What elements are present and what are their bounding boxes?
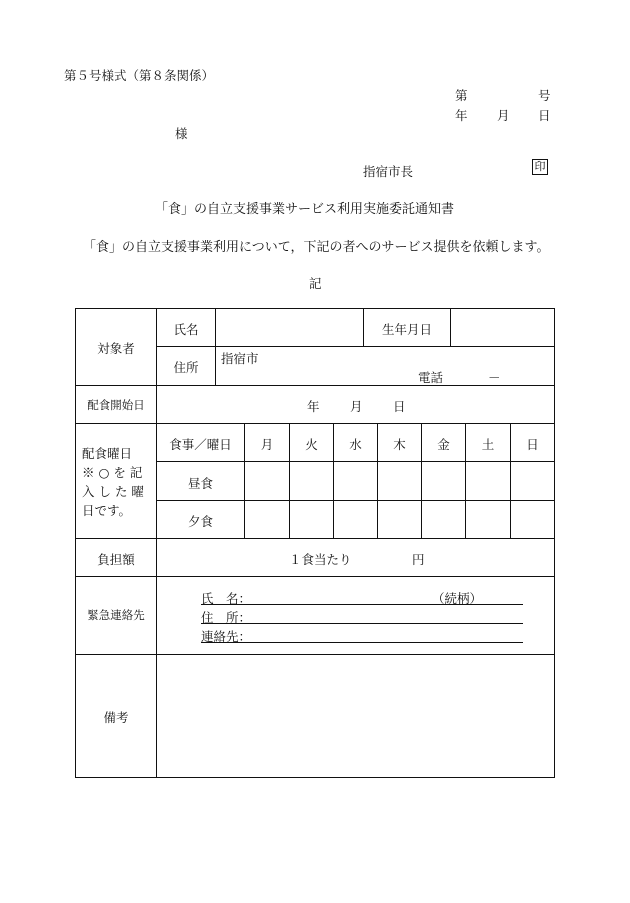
days-label-line2: ※ ○ を 記 xyxy=(82,465,143,480)
header-no-suffix: 号 xyxy=(538,88,551,103)
remarks-label: 備考 xyxy=(103,710,129,725)
weekday-sat: 土 xyxy=(481,437,495,452)
header-day: 日 xyxy=(538,108,551,123)
recipient-suffix: 様 xyxy=(175,126,188,141)
name-field[interactable] xyxy=(216,309,363,346)
yen-label: 円 xyxy=(412,552,425,567)
emergency-contact-label: 連絡先： xyxy=(201,629,252,644)
days-label-line1: 配食曜日 xyxy=(82,446,133,461)
header-year: 年 xyxy=(455,108,468,123)
days-label xyxy=(82,444,144,520)
ki-label: 記 xyxy=(309,276,322,291)
birth-label: 生年月日 xyxy=(381,322,432,337)
header-no-prefix: 第 xyxy=(455,88,468,103)
body-text: 「食」の自立支援事業利用について，下記の者へのサービス提供を依頼します。 xyxy=(83,240,550,255)
weekday-tue: 火 xyxy=(305,437,318,452)
per-meal-label: １食当たり xyxy=(289,552,352,567)
emergency-address-label: 住 所： xyxy=(201,610,252,625)
burden-label: 負担額 xyxy=(97,552,135,567)
days-label-line4: 日です。 xyxy=(82,503,132,518)
address-label: 住所 xyxy=(173,360,199,375)
lunch-label: 昼食 xyxy=(187,476,213,491)
weekday-fri: 金 xyxy=(437,437,450,452)
days-label-line3: 入 し た 曜 xyxy=(82,484,144,499)
emergency-name-line xyxy=(201,604,523,605)
emergency-contact-line xyxy=(201,642,523,643)
seal-stamp: 印 xyxy=(532,159,548,175)
phone-label: 電話 xyxy=(418,370,444,385)
weekday-wed: 水 xyxy=(349,437,362,452)
header-month: 月 xyxy=(497,108,510,123)
subject-label: 対象者 xyxy=(97,341,135,356)
emergency-relation-label: （続柄） xyxy=(432,591,483,606)
weekday-thu: 木 xyxy=(393,437,406,452)
form-number: 第５号様式（第８条関係） xyxy=(64,68,215,83)
emergency-label: 緊急連絡先 xyxy=(87,608,145,622)
document-title: 「食」の自立支援事業サービス利用実施委託通知書 xyxy=(155,202,455,217)
birth-field[interactable] xyxy=(451,309,554,346)
start-day: 日 xyxy=(393,399,406,414)
start-month: 月 xyxy=(350,399,363,414)
phone-dash: － xyxy=(488,370,501,385)
emergency-name-label: 氏 名： xyxy=(201,591,252,606)
start-year: 年 xyxy=(307,399,320,414)
address-city: 指宿市 xyxy=(221,351,259,366)
weekday-sun: 日 xyxy=(526,437,539,452)
start-label: 配食開始日 xyxy=(87,398,145,412)
weekday-mon: 月 xyxy=(260,437,274,452)
emergency-address-line xyxy=(201,623,523,624)
meal-day-header: 食事／曜日 xyxy=(169,437,232,452)
issuer: 指宿市長 xyxy=(363,164,414,179)
name-label: 氏名 xyxy=(173,322,199,337)
dinner-label: 夕食 xyxy=(187,514,213,529)
remarks-field[interactable] xyxy=(157,655,554,777)
